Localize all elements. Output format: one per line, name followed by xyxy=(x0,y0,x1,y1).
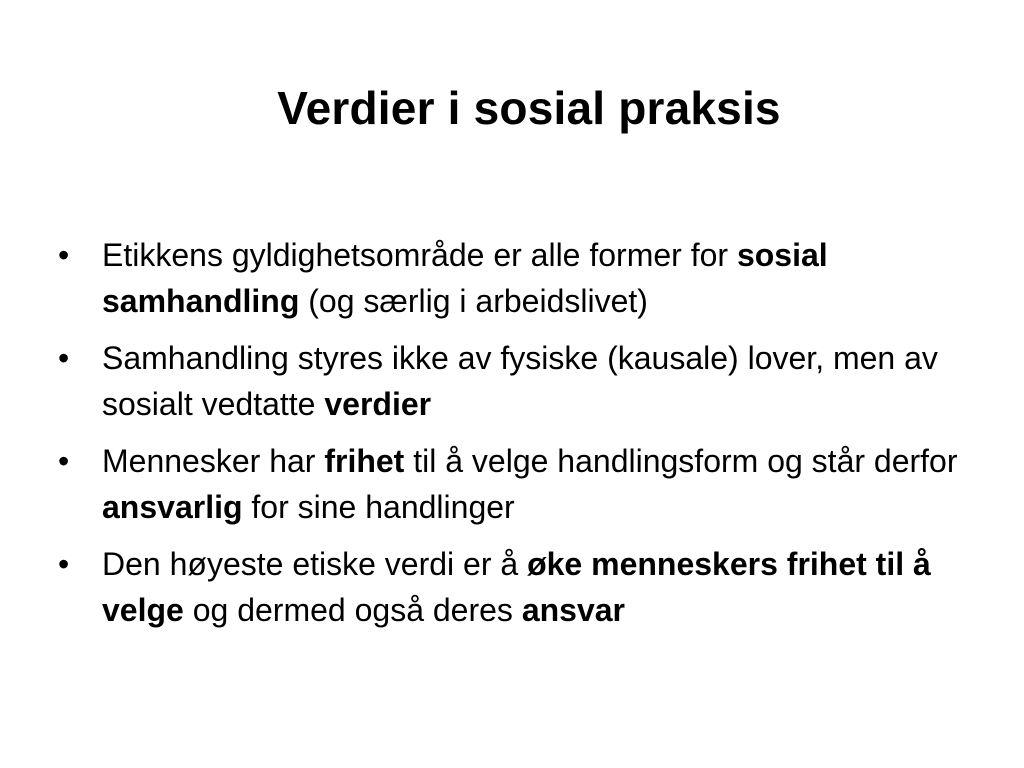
bullet-text: Etikkens gyldighetsområde er alle former for xyxy=(102,237,737,273)
bullet-dot-icon: • xyxy=(58,237,70,273)
bullet-text-bold: frihet xyxy=(324,443,405,479)
bullet-item xyxy=(58,335,978,427)
bullet-text: Den høyeste etiske verdi er å xyxy=(102,546,528,582)
bullet-text-bold: ansvarlig xyxy=(102,489,243,525)
bullet-text: og dermed også deres xyxy=(183,592,522,628)
bullet-dot-icon: • xyxy=(58,340,70,376)
bullet-text: til å velge handlingsform og står derfor xyxy=(404,443,967,479)
bullet-item xyxy=(58,232,978,324)
bullet-dot-icon: • xyxy=(58,546,70,582)
bullet-text-bold: øke menneskers frihet til å velge xyxy=(102,546,940,628)
bullet-text-bold: ansvar xyxy=(521,592,625,628)
bullet-text: Mennesker har xyxy=(102,443,325,479)
bullet-text: (og særlig i arbeidslivet) xyxy=(299,283,648,319)
bullet-item xyxy=(58,438,978,530)
bullet-text: Samhandling styres ikke av fysiske (kausale) lover, men av sosialt vedtatte xyxy=(102,340,947,422)
bullet-text: for sine handlinger xyxy=(242,489,515,525)
slide-title: Verdier i sosial praksis xyxy=(277,82,781,134)
bullet-text-bold: sosial samhandling xyxy=(102,237,837,319)
bullet-dot-icon: • xyxy=(58,443,70,479)
bullet-text-bold: verdier xyxy=(324,386,432,422)
bullet-item xyxy=(58,541,978,633)
bullet-list xyxy=(58,232,978,644)
